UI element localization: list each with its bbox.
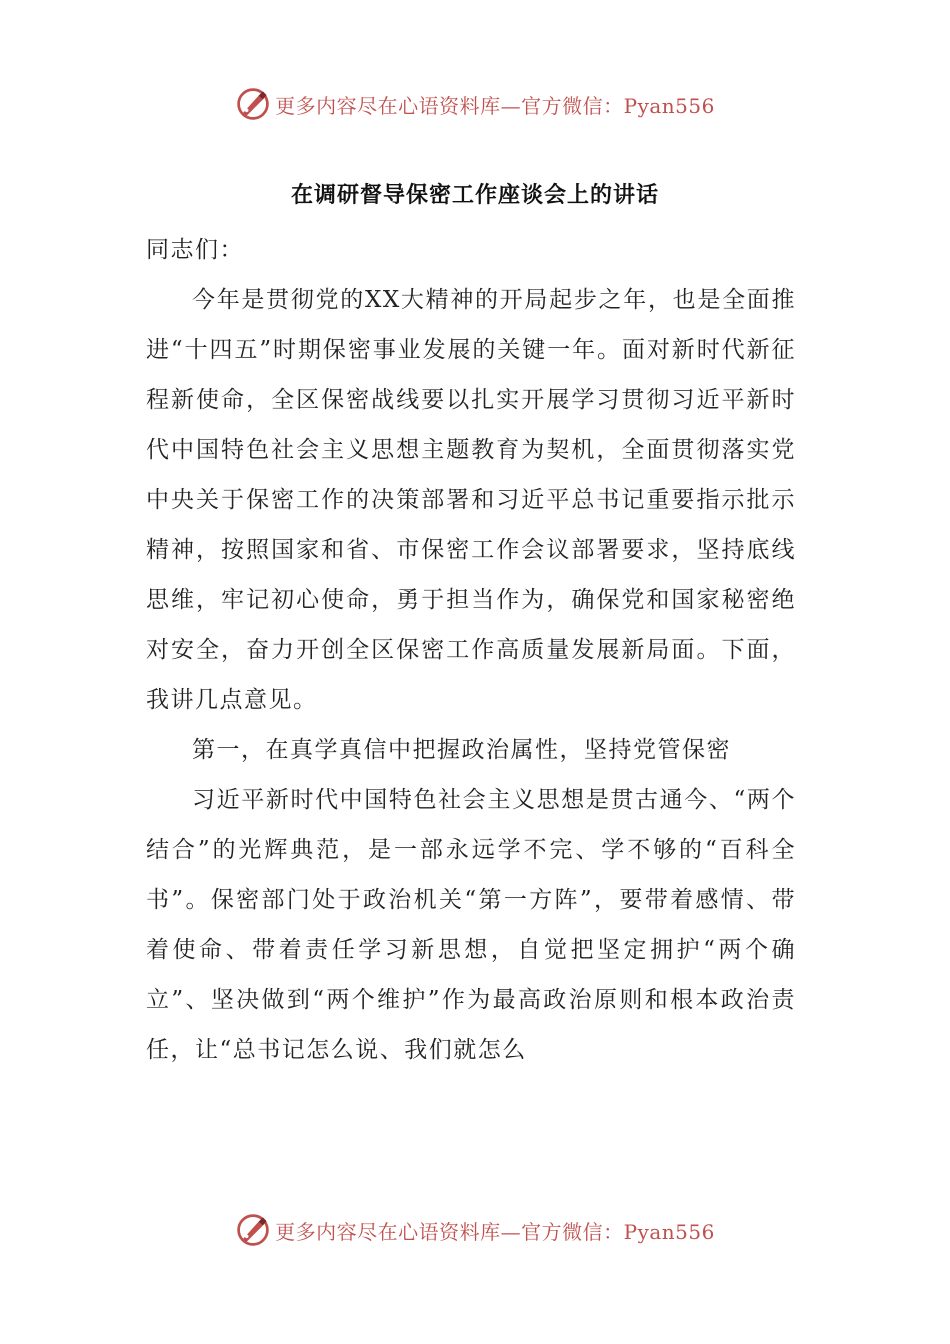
- header-banner-text: 更多内容尽在心语资料库—官方微信：Pyan556: [275, 93, 715, 118]
- document-title: 在调研督导保密工作座谈会上的讲话: [290, 182, 659, 208]
- salutation: 同志们：: [146, 237, 244, 263]
- section-heading: 第一，在真学真信中把握政治属性，坚持党管保密: [192, 737, 731, 763]
- footer-watermark-banner: [0, 1210, 950, 1250]
- pen-nib-logo-icon: [235, 86, 271, 122]
- header-watermark-banner: [0, 84, 950, 124]
- body-paragraph: 今年是贯彻党的XX大精神的开局起步之年，也是全面推进“十四五”时期保密事业发展的关键一年。面对新时代新征程新使命，全区保密战线要以扎实开展学习贯彻习近平新时代中国特色社会主义思想主题教育为契机，全面贯彻落实党中央关于保密工作的决策部署和习近平总书记重要指示批示精神，按照国家和省、市保密工作会议部署要求，坚持底线思维，牢记初心使命，勇于担当作为，确保党和国家秘密绝对安全，奋力开创全区保密工作高质量发展新局面。下面，我讲几点意见。: [146, 287, 796, 713]
- footer-banner-text: 更多内容尽在心语资料库—官方微信：Pyan556: [275, 1219, 715, 1244]
- body-paragraph: 习近平新时代中国特色社会主义思想是贯古通今、“两个结合”的光辉典范，是一部永远学不完、学不够的“百科全书”。保密部门处于政治机关“第一方阵”，要带着感情、带着使命、带着责任学习新思想，自觉把坚定拥护“两个确立”、坚决做到“两个维护”作为最高政治原则和根本政治责任，让“总书记怎么说、我们就怎么: [146, 787, 796, 1063]
- document-body: [146, 225, 796, 1075]
- pen-nib-logo-icon: [235, 1212, 271, 1248]
